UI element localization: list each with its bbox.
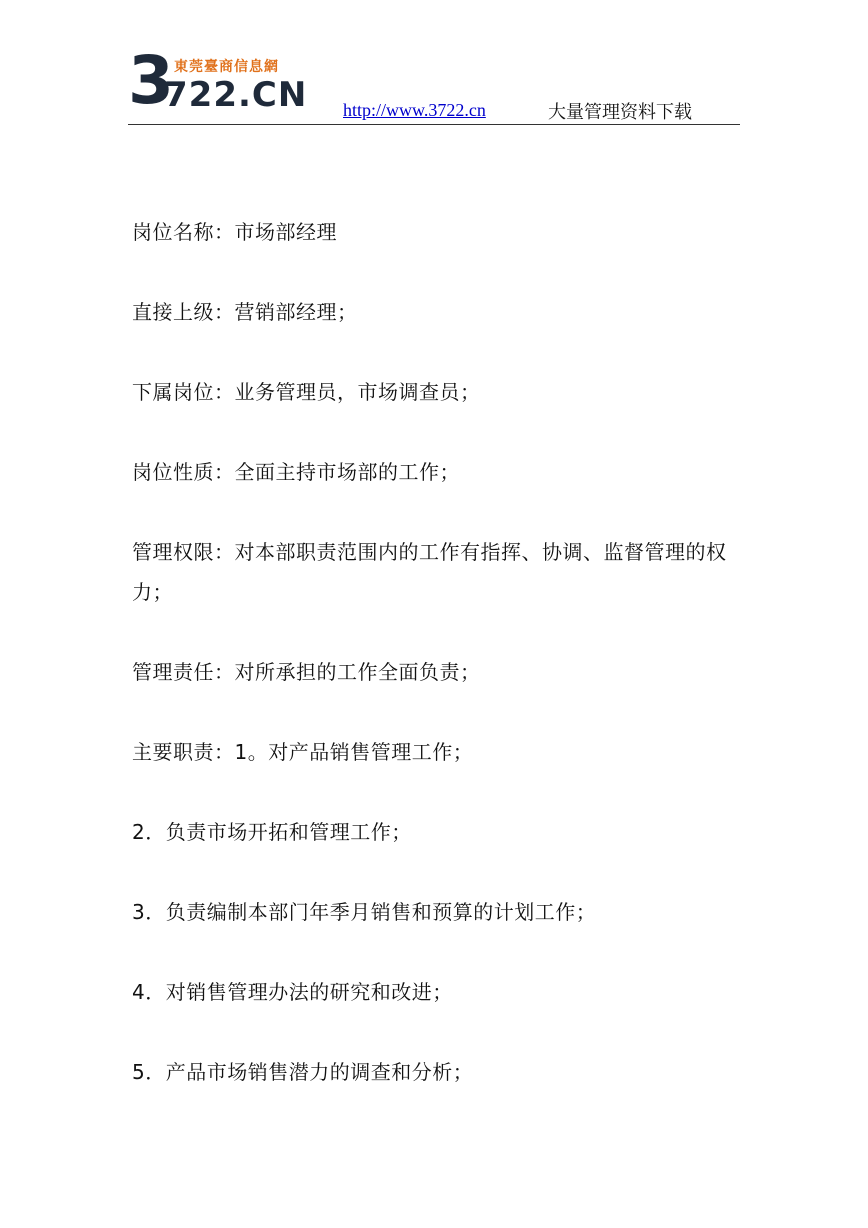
header-tagline: 大量管理资料下载 [548,102,692,123]
paragraph-duty-2: 2．负责市场开拓和管理工作； [132,820,412,844]
header-divider [128,124,740,125]
paragraph-position-nature: 岗位性质：全面主持市场部的工作； [132,460,460,484]
paragraph-responsibility: 管理责任：对所承担的工作全面负责； [132,660,481,684]
paragraph-duty-3: 3．负责编制本部门年季月销售和预算的计划工作； [132,900,597,924]
paragraph-direct-superior: 直接上级：营销部经理； [132,300,358,324]
paragraph-subordinates: 下属岗位：业务管理员，市场调查员； [132,380,481,404]
logo-number: 722.CN [164,75,308,115]
paragraph-main-duty-1: 主要职责：1。对产品销售管理工作； [132,740,474,764]
document-body [132,212,744,1132]
site-url-link[interactable]: http://www.3722.cn [343,100,486,120]
paragraph-authority: 管理权限：对本部职责范围内的工作有指挥、协调、监督管理的权力； [132,540,727,604]
logo-chinese-text: 東莞臺商信息網 [174,59,279,75]
page-header [128,42,740,128]
paragraph-position-name: 岗位名称：市场部经理 [132,220,337,244]
logo-digit: 3 [128,42,172,119]
paragraph-duty-4: 4．对销售管理办法的研究和改进； [132,980,453,1004]
site-logo [128,42,308,124]
paragraph-duty-5: 5．产品市场销售潜力的调查和分析； [132,1060,474,1084]
